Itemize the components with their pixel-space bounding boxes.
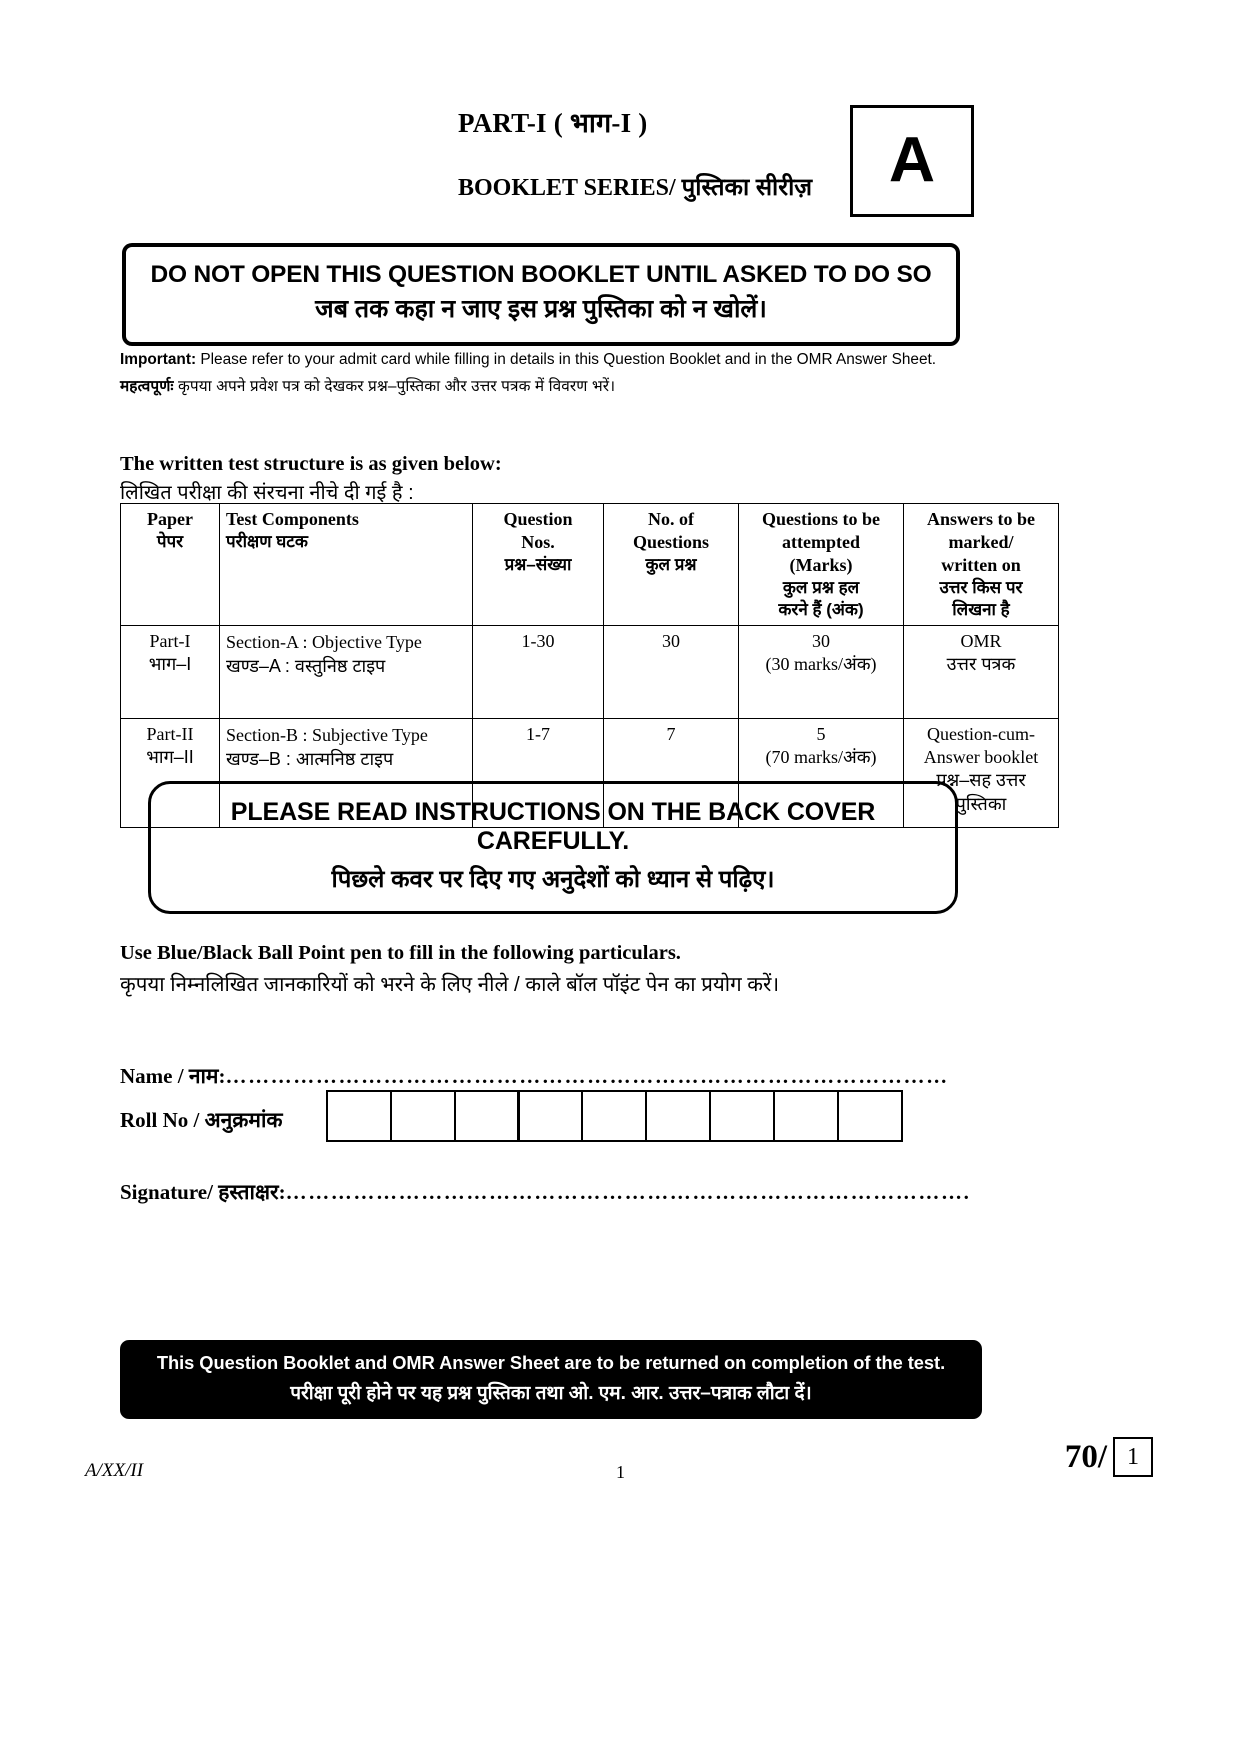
- signature-label: Signature/ हस्ताक्षर:: [120, 1180, 286, 1204]
- col-header-attempted: [739, 504, 904, 626]
- row1-paper-hi: भाग–I: [148, 653, 192, 674]
- important-label-hi: महत्वपूर्णः: [120, 378, 174, 396]
- footer-page-number: 1: [616, 1462, 625, 1482]
- name-label: Name / नाम:: [120, 1064, 226, 1088]
- col-header-answers-hi1: उत्तर किस पर: [939, 578, 1023, 598]
- series-letter-box: [850, 105, 974, 217]
- series-letter: A: [888, 123, 936, 196]
- col-header-no-of-questions-en1: No. of: [648, 509, 694, 529]
- particulars-english: Use Blue/Black Ball Point pen to fill in the following particulars.: [120, 942, 681, 964]
- structure-heading-hi: लिखित परीक्षा की संरचना नीचे दी गई है :: [120, 481, 414, 504]
- col-header-components: [220, 504, 473, 626]
- row1-paper: [121, 625, 220, 718]
- rollno-cell[interactable]: [709, 1090, 775, 1142]
- important-text-en: Please refer to your admit card while filling in details in this Question Booklet and in the OMR Answer Sheet.: [200, 351, 937, 368]
- col-header-paper: [121, 504, 220, 626]
- rollno-cell[interactable]: [773, 1090, 839, 1142]
- col-header-answers-en2: marked/: [948, 532, 1014, 553]
- return-banner-hindi: परीक्षा पूरी होने पर यह प्रश्न पुस्तिका तथा ओ. एम. आर. उत्तर–पत्राक लौटा दें।: [290, 1383, 812, 1404]
- do-not-open-english: DO NOT OPEN THIS QUESTION BOOKLET UNTIL ASKED TO DO SO: [150, 261, 932, 288]
- booklet-series-label-en: BOOKLET SERIES/: [458, 175, 676, 201]
- row1-attempted-marks: (30 marks/अंक): [765, 653, 877, 674]
- rollno-cell[interactable]: [581, 1090, 647, 1142]
- col-header-no-of-questions-en2: Questions: [632, 532, 710, 553]
- row1-no-of-questions: 30: [604, 625, 739, 718]
- col-header-answers-hi2: लिखना है: [952, 599, 1010, 619]
- row2-question-nos: 1-7: [473, 718, 604, 827]
- footer-page-box: 1: [1113, 1437, 1153, 1477]
- row1-answers: [904, 625, 1059, 718]
- rollno-cell[interactable]: [390, 1090, 456, 1142]
- important-label-en: Important:: [120, 351, 197, 368]
- row1-component: [220, 625, 473, 718]
- part-title: PART-I ( भाग-I ): [458, 108, 648, 138]
- col-header-attempted-en1: Questions to be: [761, 509, 880, 529]
- return-banner: [120, 1340, 982, 1419]
- booklet-series-label: [458, 170, 812, 203]
- col-header-attempted-en3: (Marks): [789, 555, 853, 576]
- rollno-cell[interactable]: [837, 1090, 903, 1142]
- table-row: [121, 625, 1059, 718]
- row2-paper-en: Part-II: [146, 723, 194, 744]
- important-row-english: [120, 348, 980, 371]
- signature-field-row: [120, 1178, 980, 1206]
- col-header-paper-en: Paper: [147, 509, 193, 529]
- col-header-question-nos-en1: Question: [503, 509, 573, 529]
- important-row-hindi: [120, 375, 980, 398]
- row2-answers-line1: Question-cum-: [927, 723, 1035, 744]
- name-input-line[interactable]: ……………………………………………………………………………………: [225, 1064, 949, 1088]
- header-block: [118, 95, 1123, 235]
- do-not-open-hindi: जब तक कहा न जाए इस प्रश्न पुस्तिका को न खोलें।: [315, 295, 767, 324]
- rollno-cell[interactable]: [454, 1090, 520, 1142]
- important-note: [120, 348, 980, 398]
- rollno-cell[interactable]: [326, 1090, 392, 1142]
- footer-total-marks: 70/: [1064, 1438, 1107, 1475]
- col-header-question-nos-en2: Nos.: [521, 532, 555, 553]
- signature-input-line[interactable]: ……………………………………………………………………………….: [285, 1180, 971, 1204]
- return-banner-english: This Question Booklet and OMR Answer Sheet are to be returned on completion of the test.: [156, 1352, 946, 1373]
- booklet-series-label-hi: पुस्तिका सीरीज़: [681, 174, 813, 201]
- row1-attempted: [739, 625, 904, 718]
- rollno-cell[interactable]: [645, 1090, 711, 1142]
- row2-answers-line3: प्रश्न–सह उत्तर: [936, 770, 1026, 791]
- row1-paper-en: Part-I: [149, 630, 191, 651]
- row2-answers-line4: पुस्तिका: [955, 793, 1007, 814]
- important-text-hi: कृपया अपने प्रवेश पत्र को देखकर प्रश्न–पुस्तिका और उत्तर पत्रक में विवरण भरें।: [177, 378, 616, 396]
- particulars-hindi: कृपया निम्नलिखित जानकारियों को भरने के लिए नीले / काले बॉल पॉइंट पेन का प्रयोग करें।: [120, 972, 780, 996]
- do-not-open-banner: [122, 243, 960, 346]
- rollno-label: Roll No / अनुक्रमांक: [120, 1108, 283, 1132]
- footer-right-group: [1065, 1437, 1153, 1477]
- col-header-components-hi: परीक्षण घटक: [226, 532, 308, 552]
- col-header-attempted-en2: attempted: [782, 532, 860, 553]
- read-instructions-english: PLEASE READ INSTRUCTIONS ON THE BACK COVER CAREFULLY.: [230, 798, 876, 855]
- structure-heading: [120, 452, 980, 507]
- col-header-no-of-questions-hi: कुल प्रश्न: [645, 555, 697, 575]
- footer-code: A/XX/II: [85, 1460, 144, 1481]
- col-header-answers: [904, 504, 1059, 626]
- row1-attempted-count: 30: [812, 630, 830, 651]
- col-header-answers-en3: written on: [941, 555, 1021, 576]
- row2-attempted-count: 5: [816, 723, 826, 744]
- structure-heading-en: The written test structure is as given below:: [120, 453, 502, 475]
- row2-paper-hi: भाग–II: [146, 746, 194, 767]
- row1-answers-line1: OMR: [960, 630, 1002, 651]
- row2-attempted-marks: (70 marks/अंक): [765, 746, 877, 767]
- test-structure-table: [120, 503, 1059, 828]
- col-header-attempted-hi2: करने हैं (अंक): [778, 599, 864, 619]
- name-field-row: [120, 1062, 980, 1090]
- table-header-row: [121, 504, 1059, 626]
- row2-no-of-questions: 7: [604, 718, 739, 827]
- col-header-answers-en1: Answers to be: [927, 509, 1035, 529]
- row1-component-hi: खण्ड–A : वस्तुनिष्ठ टाइप: [226, 655, 386, 676]
- read-instructions-banner: [148, 781, 958, 914]
- row2-answers-line2: Answer booklet: [923, 746, 1039, 767]
- col-header-question-nos: [473, 504, 604, 626]
- particulars-instruction: [120, 940, 990, 999]
- col-header-no-of-questions: [604, 504, 739, 626]
- col-header-attempted-hi1: कुल प्रश्न हल: [782, 578, 860, 598]
- read-instructions-hindi: पिछले कवर पर दिए गए अनुदेशों को ध्यान से पढ़िए।: [331, 866, 775, 893]
- row2-component-hi: खण्ड–B : आत्मनिष्ठ टाइप: [226, 748, 394, 769]
- row1-answers-line2: उत्तर पत्रक: [946, 653, 1016, 674]
- rollno-boxes: [326, 1090, 903, 1142]
- col-header-components-en: Test Components: [226, 509, 359, 529]
- col-header-question-nos-hi: प्रश्न–संख्या: [504, 555, 572, 575]
- rollno-cell[interactable]: [517, 1090, 583, 1142]
- row1-question-nos: 1-30: [473, 625, 604, 718]
- rollno-field-row: [120, 1090, 980, 1160]
- col-header-paper-hi: पेपर: [156, 532, 184, 552]
- row1-component-en: Section-A : Objective Type: [226, 631, 422, 652]
- row2-component-en: Section-B : Subjective Type: [226, 724, 428, 745]
